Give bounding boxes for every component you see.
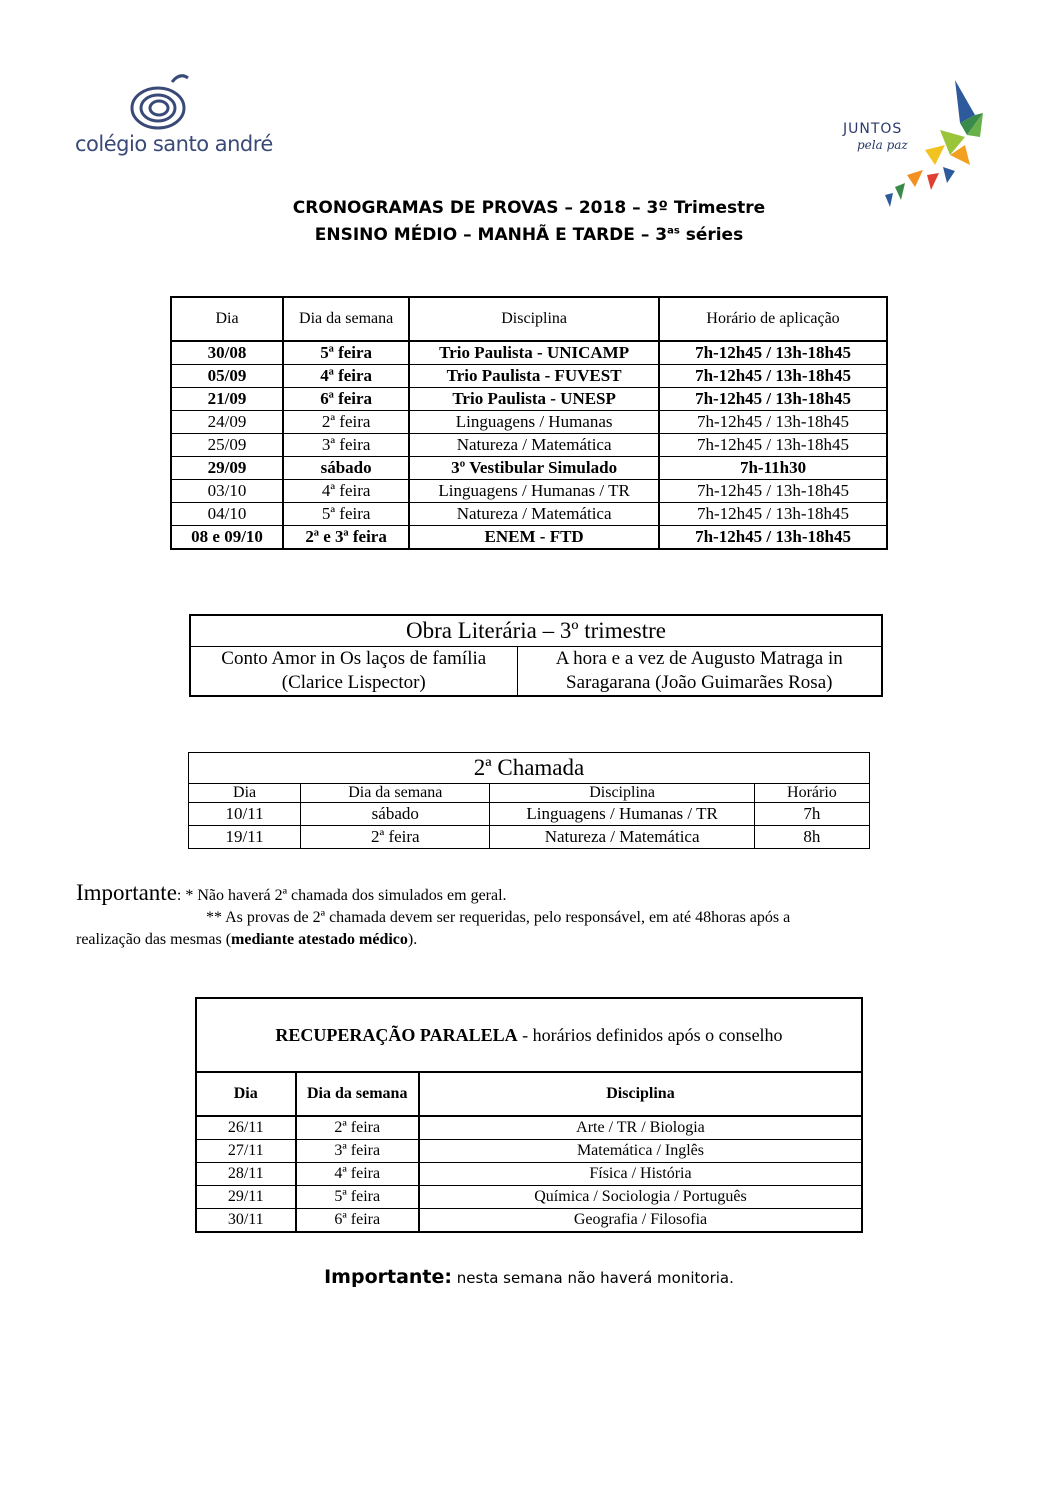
- campaign-title: JUNTOS: [843, 121, 903, 137]
- table-cell: 7h-11h30: [659, 457, 887, 480]
- table-row: [171, 411, 887, 434]
- importante-line2: ** As provas de 2ª chamada devem ser requeridas, pelo responsável, em até 48horas após a: [206, 909, 791, 926]
- table-cell: sábado: [301, 803, 490, 826]
- line3-bold: mediante atestado médico: [231, 931, 408, 948]
- table-cell: ENEM - FTD: [409, 526, 659, 550]
- table-cell: 6ª feira: [283, 388, 409, 411]
- table-cell: 5ª feira: [296, 1186, 419, 1209]
- table-cell: 28/11: [196, 1163, 296, 1186]
- col-header: Horário: [754, 784, 869, 803]
- table-cell: Trio Paulista - UNESP: [409, 388, 659, 411]
- subtitle-end: séries: [679, 225, 744, 245]
- table-cell: 29/09: [171, 457, 283, 480]
- table-cell: 7h-12h45 / 13h-18h45: [659, 526, 887, 550]
- table-cell: Linguagens / Humanas / TR: [409, 480, 659, 503]
- table-cell: 7h: [754, 803, 869, 826]
- table-cell: 7h-12h45 / 13h-18h45: [659, 388, 887, 411]
- school-logo: [70, 70, 273, 170]
- table-row: [196, 1209, 862, 1233]
- table-cell: Matemática / Inglês: [419, 1140, 862, 1163]
- col-header: Disciplina: [409, 297, 659, 341]
- table-cell: Natureza / Matemática: [409, 434, 659, 457]
- importante2-text: nesta semana não haverá monitoria.: [452, 1269, 734, 1287]
- table-cell: 19/11: [189, 826, 301, 849]
- table-cell: Arte / TR / Biologia: [419, 1116, 862, 1140]
- col-header: Disciplina: [490, 784, 754, 803]
- table-row: [171, 480, 887, 503]
- chamada-table: [188, 752, 870, 849]
- table-row: [196, 1163, 862, 1186]
- table-cell: 7h-12h45 / 13h-18h45: [659, 365, 887, 388]
- table-cell: Trio Paulista - FUVEST: [409, 365, 659, 388]
- schedule-header-row: [171, 297, 887, 341]
- col-header: Dia da semana: [283, 297, 409, 341]
- table-cell: 21/09: [171, 388, 283, 411]
- importante-line3: [76, 931, 417, 949]
- col-header: Horário de aplicação: [659, 297, 887, 341]
- table-cell: 7h-12h45 / 13h-18h45: [659, 503, 887, 526]
- col-header: Dia: [196, 1072, 296, 1116]
- obra-title: Obra Literária – 3º trimestre: [190, 615, 882, 647]
- table-cell: 2ª feira: [301, 826, 490, 849]
- col-header: Dia da semana: [296, 1072, 419, 1116]
- table-cell: 6ª feira: [296, 1209, 419, 1233]
- table-cell: 5ª feira: [283, 503, 409, 526]
- table-cell: 3º Vestibular Simulado: [409, 457, 659, 480]
- table-cell: 4ª feira: [283, 480, 409, 503]
- recuperacao-title: [196, 998, 862, 1072]
- col-header: Disciplina: [419, 1072, 862, 1116]
- table-cell: 10/11: [189, 803, 301, 826]
- school-name: colégio santo andré: [75, 132, 273, 156]
- table-cell: 3ª feira: [283, 434, 409, 457]
- table-row: [171, 388, 887, 411]
- table-cell: 2ª e 3ª feira: [283, 526, 409, 550]
- col-header: Dia da semana: [301, 784, 490, 803]
- chamada-title: 2ª Chamada: [189, 753, 870, 784]
- table-cell: 7h-12h45 / 13h-18h45: [659, 434, 887, 457]
- schedule-table: [170, 296, 888, 550]
- table-cell: 7h-12h45 / 13h-18h45: [659, 341, 887, 365]
- table-cell: 29/11: [196, 1186, 296, 1209]
- subtitle-main: ENSINO MÉDIO – MANHÃ E TARDE – 3: [314, 225, 668, 245]
- table-cell: 05/09: [171, 365, 283, 388]
- obra-left: Conto Amor in Os laços de família (Clarice Lispector): [190, 647, 517, 697]
- table-cell: 26/11: [196, 1116, 296, 1140]
- table-cell: 08 e 09/10: [171, 526, 283, 550]
- importante-note: [76, 880, 507, 906]
- importante-label: Importante: [76, 880, 177, 905]
- table-cell: 30/11: [196, 1209, 296, 1233]
- recuperacao-title-bold: RECUPERAÇÃO PARALELA: [275, 1025, 518, 1045]
- table-cell: 3ª feira: [296, 1140, 419, 1163]
- table-cell: Natureza / Matemática: [490, 826, 754, 849]
- table-cell: 4ª feira: [283, 365, 409, 388]
- importante-line1: : * Não haverá 2ª chamada dos simulados em geral.: [176, 887, 507, 904]
- table-cell: Natureza / Matemática: [409, 503, 659, 526]
- table-cell: 24/09: [171, 411, 283, 434]
- table-row: [171, 365, 887, 388]
- recuperacao-table: [195, 997, 863, 1233]
- table-cell: 27/11: [196, 1140, 296, 1163]
- table-cell: Química / Sociologia / Português: [419, 1186, 862, 1209]
- recuperacao-title-rest: - horários definidos após o conselho: [517, 1025, 783, 1045]
- table-cell: 04/10: [171, 503, 283, 526]
- campaign-subtitle: pela paz: [857, 138, 908, 152]
- col-header: Dia: [171, 297, 283, 341]
- page-subtitle: [0, 225, 1058, 245]
- table-cell: 8h: [754, 826, 869, 849]
- table-cell: 7h-12h45 / 13h-18h45: [659, 480, 887, 503]
- table-cell: Linguagens / Humanas / TR: [490, 803, 754, 826]
- table-row: [196, 1140, 862, 1163]
- table-cell: 2ª feira: [296, 1116, 419, 1140]
- col-header: Dia: [189, 784, 301, 803]
- subtitle-sup: as: [667, 225, 680, 237]
- table-cell: Geografia / Filosofia: [419, 1209, 862, 1233]
- importante-monitoria: [0, 1266, 1058, 1288]
- table-cell: 30/08: [171, 341, 283, 365]
- table-row: [189, 803, 870, 826]
- table-cell: Linguagens / Humanas: [409, 411, 659, 434]
- obra-right: A hora e a vez de Augusto Matraga in Saragarana (João Guimarães Rosa): [517, 647, 882, 697]
- table-cell: Trio Paulista - UNICAMP: [409, 341, 659, 365]
- table-cell: 4ª feira: [296, 1163, 419, 1186]
- table-row: [189, 826, 870, 849]
- table-row: [171, 341, 887, 365]
- table-cell: 7h-12h45 / 13h-18h45: [659, 411, 887, 434]
- obra-table: [189, 614, 883, 697]
- spiral-logo-icon: [128, 72, 198, 134]
- table-cell: 25/09: [171, 434, 283, 457]
- table-row: [171, 434, 887, 457]
- table-cell: 2ª feira: [283, 411, 409, 434]
- campaign-logo: [835, 75, 995, 215]
- table-cell: sábado: [283, 457, 409, 480]
- importante2-label: Importante:: [324, 1266, 452, 1288]
- table-row: [196, 1116, 862, 1140]
- table-cell: Física / História: [419, 1163, 862, 1186]
- table-row: [171, 526, 887, 550]
- line3-end: ).: [407, 931, 418, 948]
- table-cell: 03/10: [171, 480, 283, 503]
- line3-start: realização das mesmas (: [76, 931, 232, 948]
- table-row: [171, 457, 887, 480]
- table-row: [196, 1186, 862, 1209]
- table-row: [171, 503, 887, 526]
- table-cell: 5ª feira: [283, 341, 409, 365]
- page-title: CRONOGRAMAS DE PROVAS – 2018 – 3º Trimestre: [292, 198, 766, 218]
